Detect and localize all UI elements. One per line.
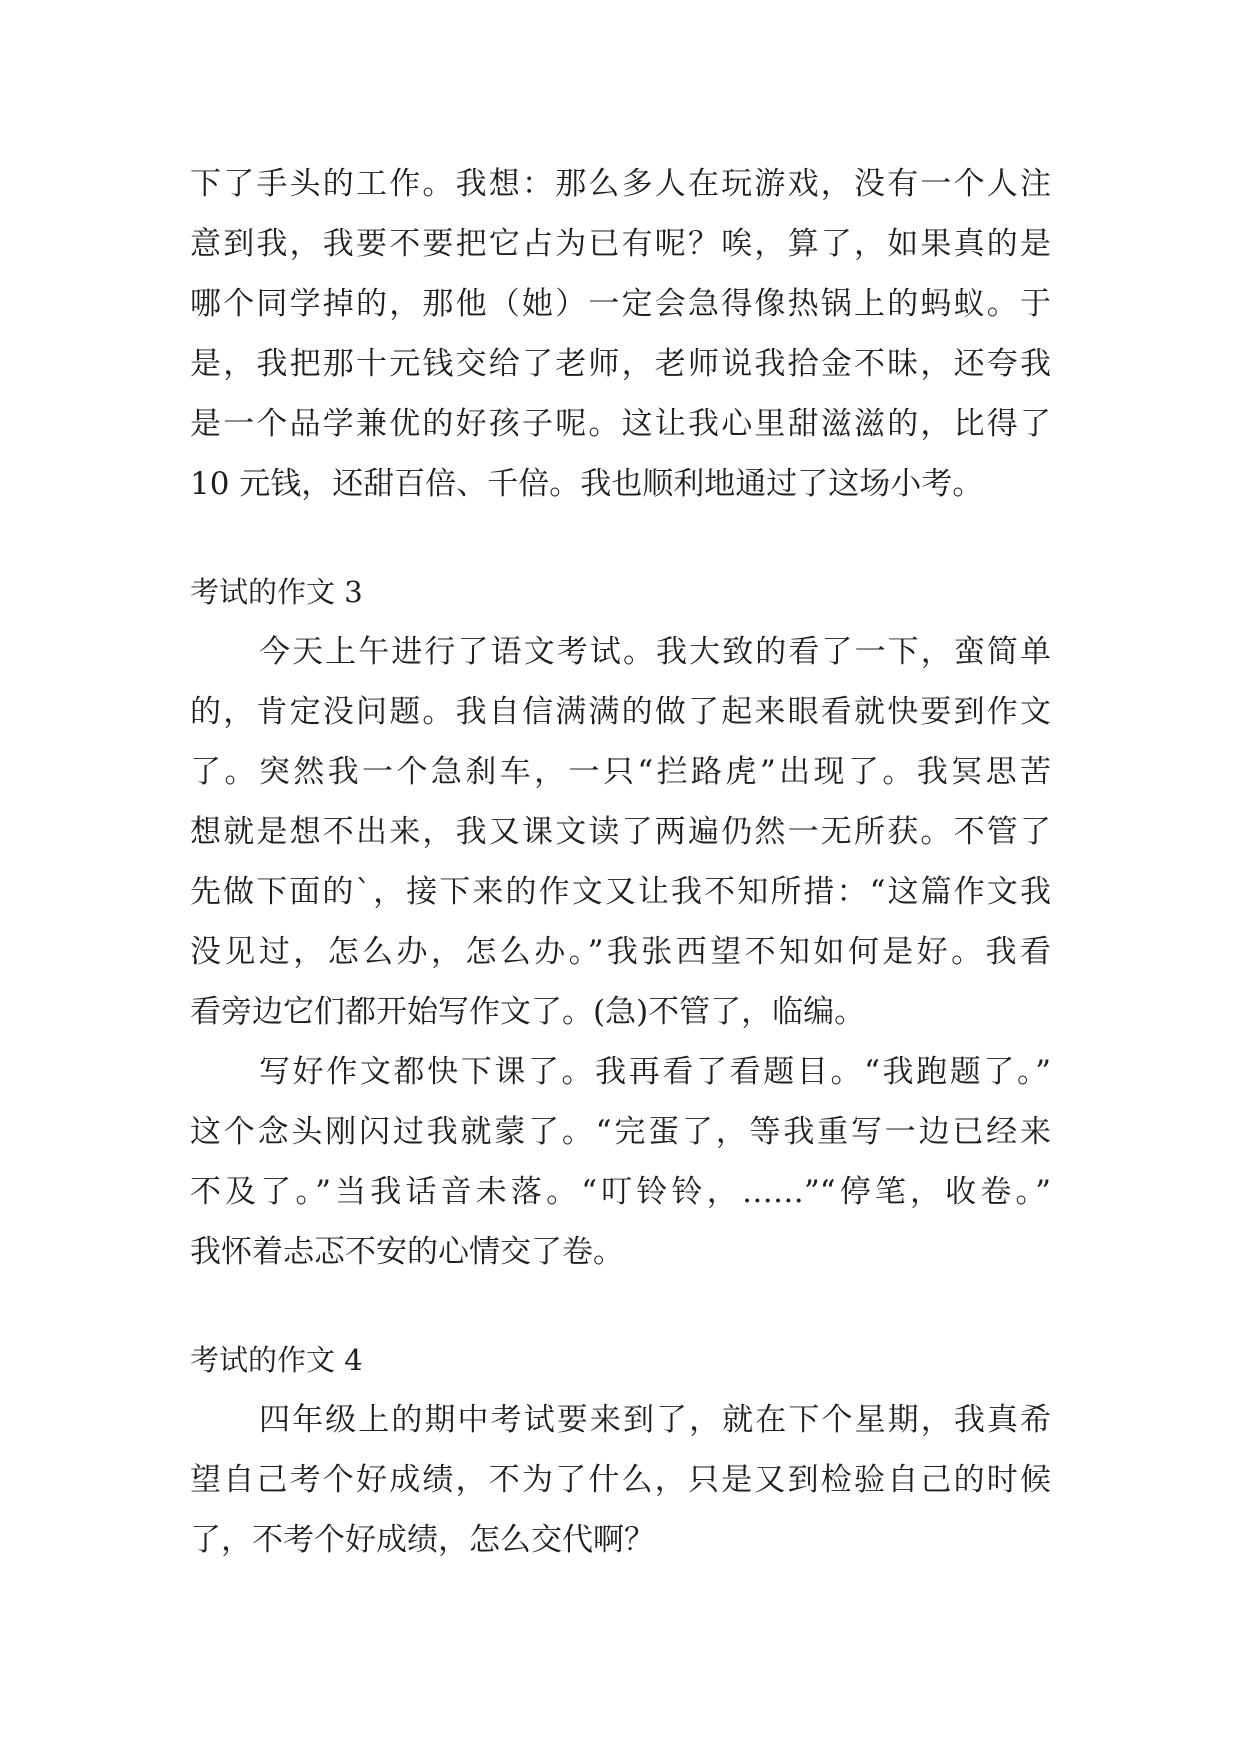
text-line: 10 元钱，还甜百倍、千倍。我也顺利地通过了这场小考。 <box>190 466 984 502</box>
text-line: 没见过，怎么办，怎么办。”我张西望不知如何是好。我看 <box>190 934 1051 970</box>
text-line: 哪个同学掉的，那他（她）一定会急得像热锅上的蚂蚁。于 <box>190 286 1051 322</box>
text-line: 这个念头刚闪过我就蒙了。“完蛋了，等我重写一边已经来 <box>190 1114 1051 1150</box>
text-line: 今天上午进行了语文考试。我大致的看了一下，蛮简单 <box>259 634 1051 670</box>
text-line: 看旁边它们都开始写作文了。(急)不管了，临编。 <box>190 994 866 1030</box>
text-line: 四年级上的期中考试要来到了，就在下个星期，我真希 <box>259 1402 1051 1438</box>
text-line: 了。突然我一个急刹车，一只“拦路虎”出现了。我冥思苦 <box>190 754 1051 790</box>
text-line: 意到我，我要不要把它占为已有呢？唉，算了，如果真的是 <box>190 226 1051 262</box>
section-heading: 考试的作文 3 <box>190 575 363 609</box>
section-heading: 考试的作文 4 <box>190 1343 363 1377</box>
text-line: 是一个品学兼优的好孩子呢。这让我心里甜滋滋的，比得了 <box>190 406 1051 442</box>
text-line: 是，我把那十元钱交给了老师，老师说我拾金不昧，还夸我 <box>190 346 1051 382</box>
text-line: 不及了。”当我话音未落。“叮铃铃，……”“停笔，收卷。” <box>190 1174 1051 1210</box>
text-line: 的，肯定没问题。我自信满满的做了起来眼看就快要到作文 <box>190 694 1051 730</box>
text-line: 我怀着忐忑不安的心情交了卷。 <box>190 1234 624 1270</box>
text-line: 想就是想不出来，我又课文读了两遍仍然一无所获。不管了 <box>190 814 1051 850</box>
text-line: 写好作文都快下课了。我再看了看题目。“我跑题了。” <box>259 1054 1051 1090</box>
text-line: 了，不考个好成绩，怎么交代啊？ <box>190 1522 655 1558</box>
text-line: 下了手头的工作。我想：那么多人在玩游戏，没有一个人注 <box>190 166 1051 202</box>
text-line: 先做下面的`，接下来的作文又让我不知所措：“这篇作文我 <box>190 874 1051 910</box>
text-line: 望自己考个好成绩，不为了什么，只是又到检验自己的时候 <box>190 1462 1051 1498</box>
